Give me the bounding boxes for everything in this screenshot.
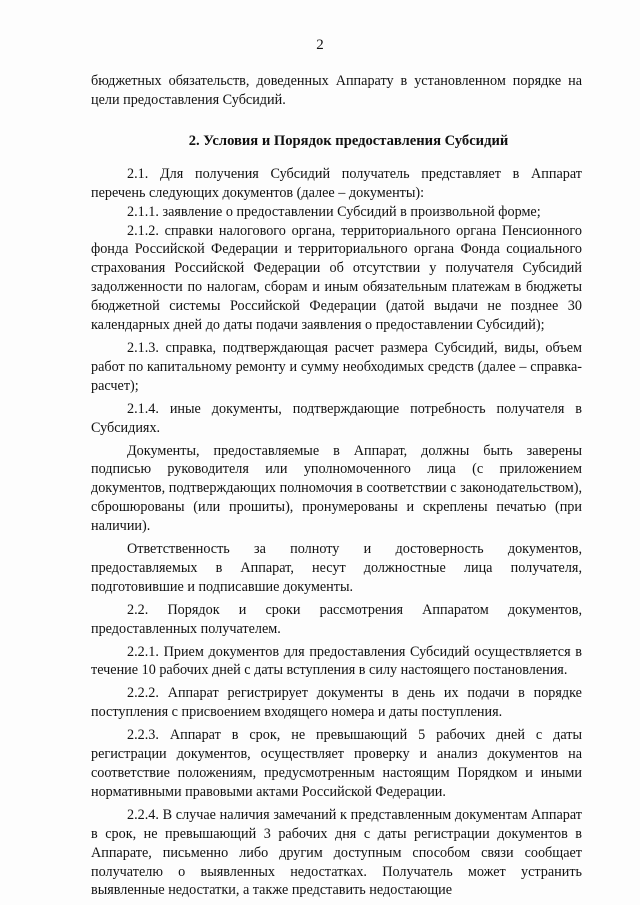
paragraph-2-2-4: 2.2.4. В случае наличия замечаний к представленным документам Аппарат в срок, не превышающий 3 рабочих дня с даты регистрации документов в Аппарате, письменно либо другим доступным способом связи сообщает получателю о выявленных недостатках. Получатель может устранить выявленные недостатки, а также представить недостающие — [91, 806, 582, 899]
section-title: 2. Условия и Порядок предоставления Субсидий — [188, 132, 509, 149]
continuation-paragraph: бюджетных обязательств, доведенных Аппарату в установленном порядке на цели предоставления Субсидий. — [91, 73, 582, 108]
document-body — [91, 72, 582, 900]
paragraph-2-2-3: 2.2.3. Аппарат в срок, не превышающий 5 рабочих дней с даты регистрации документов, осуществляет проверку и анализ документов на соответствие положениям, предусмотренным настоящим Порядком и иными нормативными правовыми актами Российской Федерации. — [91, 727, 582, 800]
paragraph-2-1-3: 2.1.3. справка, подтверждающая расчет размера Субсидий, виды, объем работ по капитальному ремонту и сумму необходимых средств (далее – справка-расчет); — [91, 339, 582, 394]
paragraph-2-1: 2.1. Для получения Субсидий получатель представляет в Аппарат перечень следующих документов (далее – документы): — [91, 165, 582, 201]
paragraph-2-1-4: 2.1.4. иные документы, подтверждающие потребность получателя в Субсидиях. — [91, 400, 582, 436]
paragraph-2-2: 2.2. Порядок и сроки рассмотрения Аппаратом документов, предоставленных получателем. — [91, 601, 582, 637]
paragraph-2-2-1: 2.2.1. Прием документов для предоставления Субсидий осуществляется в течение 10 рабочих дней с даты вступления в силу настоящего постановления. — [91, 643, 582, 679]
paragraph-2-1-2: 2.1.2. справки налогового органа, территориального органа Пенсионного фонда Российской Федерации и территориального органа Фонда социального страхования Российской Федерации об отсутствии у получателя Субсидий задолженности по налогам, сборам и иным обязательным платежам в бюджеты бюджетной системы Российской Федерации (датой выдачи не позднее 30 календарных дней до даты подачи заявления о предоставлении Субсидий); — [91, 222, 582, 334]
paragraph-2-2-2: 2.2.2. Аппарат регистрирует документы в день их подачи в порядке поступления с присвоением входящего номера и даты поступления. — [91, 685, 582, 721]
paragraph-2-1-1: 2.1.1. заявление о предоставлении Субсидий в произвольной форме; — [127, 203, 541, 220]
paragraph-responsibility: Ответственность за полноту и достоверность документов, предоставляемых в Аппарат, несут должностные лица получателя, подготовившие и подписавшие документы. — [91, 541, 582, 595]
paragraph-documents-requirements: Документы, предоставляемые в Аппарат, должны быть заверены подписью руководителя или уполномоченного лица (с приложением документов, подтверждающих полномочия в соответствии с законодательством), сброшюрованы (или прошиты), пронумерованы и скреплены печатью (при наличии). — [91, 442, 582, 535]
page-number: 2 — [316, 37, 324, 53]
